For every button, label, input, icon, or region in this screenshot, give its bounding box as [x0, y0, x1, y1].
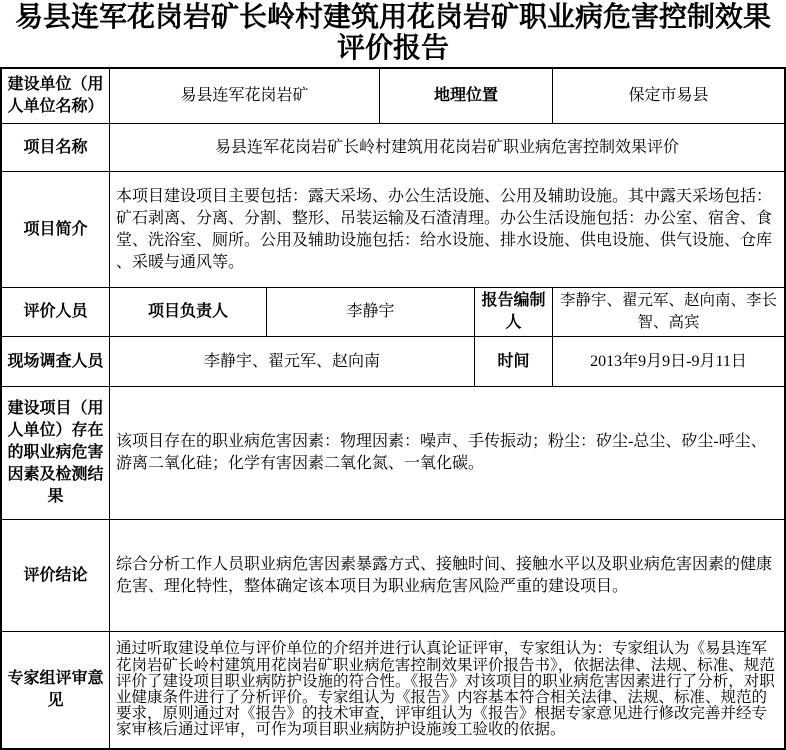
evaluators-label: 评价人员	[2, 288, 110, 337]
row-conclusion	[2, 520, 784, 632]
project-leader-name: 李静宇	[267, 288, 475, 337]
project-leader-label: 项目负责人	[110, 288, 267, 337]
project-intro-value: 本项目建设项目主要包括：露天采场、办公生活设施、公用及辅助设施。其中露天采场包括：矿石剥离、分离、分割、整形、吊装运输及石渣清理。办公生活设施包括：办公室、宿舍、食堂、洗浴室、厕所。公用及辅助设施包括：给水设施、排水设施、供电设施、供气设施、仓库、采暖与通风等。	[110, 172, 784, 288]
project-intro-label: 项目简介	[2, 172, 110, 288]
time-label: 时间	[475, 337, 553, 387]
row-evaluators	[2, 288, 784, 337]
row-project-name	[2, 124, 784, 172]
hazard-factors-label: 建设项目（用人单位）存在的职业病危害因素及检测结果	[2, 387, 110, 520]
conclusion-label: 评价结论	[2, 520, 110, 632]
site-investigators-label: 现场调查人员	[2, 337, 110, 387]
construction-unit-label: 建设单位（用人单位名称）	[2, 69, 110, 124]
site-investigators-names: 李静宇、翟元军、赵向南	[110, 337, 475, 387]
row-project-intro	[2, 172, 784, 288]
report-title: 易县连军花岗岩矿长岭村建筑用花岗岩矿职业病危害控制效果评价报告	[14, 2, 771, 64]
geo-location-label: 地理位置	[380, 69, 553, 124]
expert-review-value: 通过听取建设单位与评价单位的介绍并进行认真论证评审，专家组认为：专家组认为《易县连军花岗岩矿长岭村建筑用花岗岩矿职业病危害控制效果评价报告书》，依据法律、法规、标准、规范评价了建设项目职业病防护设施的符合性。《报告》对该项目的职业病危害因素进行了分析，对职业健康条件进行了分析评价。专家组认为《报告》内容基本符合相关法律、法规、标准、规范的要求，原则通过对《报告》的技术审查，评审组认为《报告》根据专家意见进行修改完善并经专家审核后通过评审，可作为项目职业病防护设施竣工验收的依据。	[116, 640, 775, 739]
project-name-label: 项目名称	[2, 124, 110, 172]
row-expert-review	[2, 632, 784, 748]
row-site-investigation	[2, 337, 784, 387]
row-hazard-factors	[2, 387, 784, 520]
row-construction-unit	[2, 69, 784, 124]
geo-location-value: 保定市易县	[553, 69, 784, 124]
conclusion-value: 综合分析工作人员职业病危害因素暴露方式、接触时间、接触水平以及职业病危害因素的健康危害、理化特性，整体确定该本项目为职业病危害风险严重的建设项目。	[110, 520, 784, 632]
time-value: 2013年9月9日-9月11日	[553, 337, 784, 387]
project-name-value: 易县连军花岗岩矿长岭村建筑用花岗岩矿职业病危害控制效果评价	[110, 124, 784, 172]
construction-unit-value: 易县连军花岗岩矿	[110, 69, 380, 124]
report-table	[0, 67, 786, 750]
report-compilers-names: 李静宇、翟元军、赵向南、李长智、高宾	[553, 288, 784, 337]
report-compilers-label: 报告编制人	[475, 288, 553, 337]
expert-review-label: 专家组评审意见	[2, 632, 110, 748]
hazard-factors-value: 该项目存在的职业病危害因素：物理因素：噪声、手传振动；粉尘：矽尘-总尘、矽尘-呼尘、游离二氧化硅；化学有害因素二氧化氮、一氧化碳。	[110, 387, 784, 520]
